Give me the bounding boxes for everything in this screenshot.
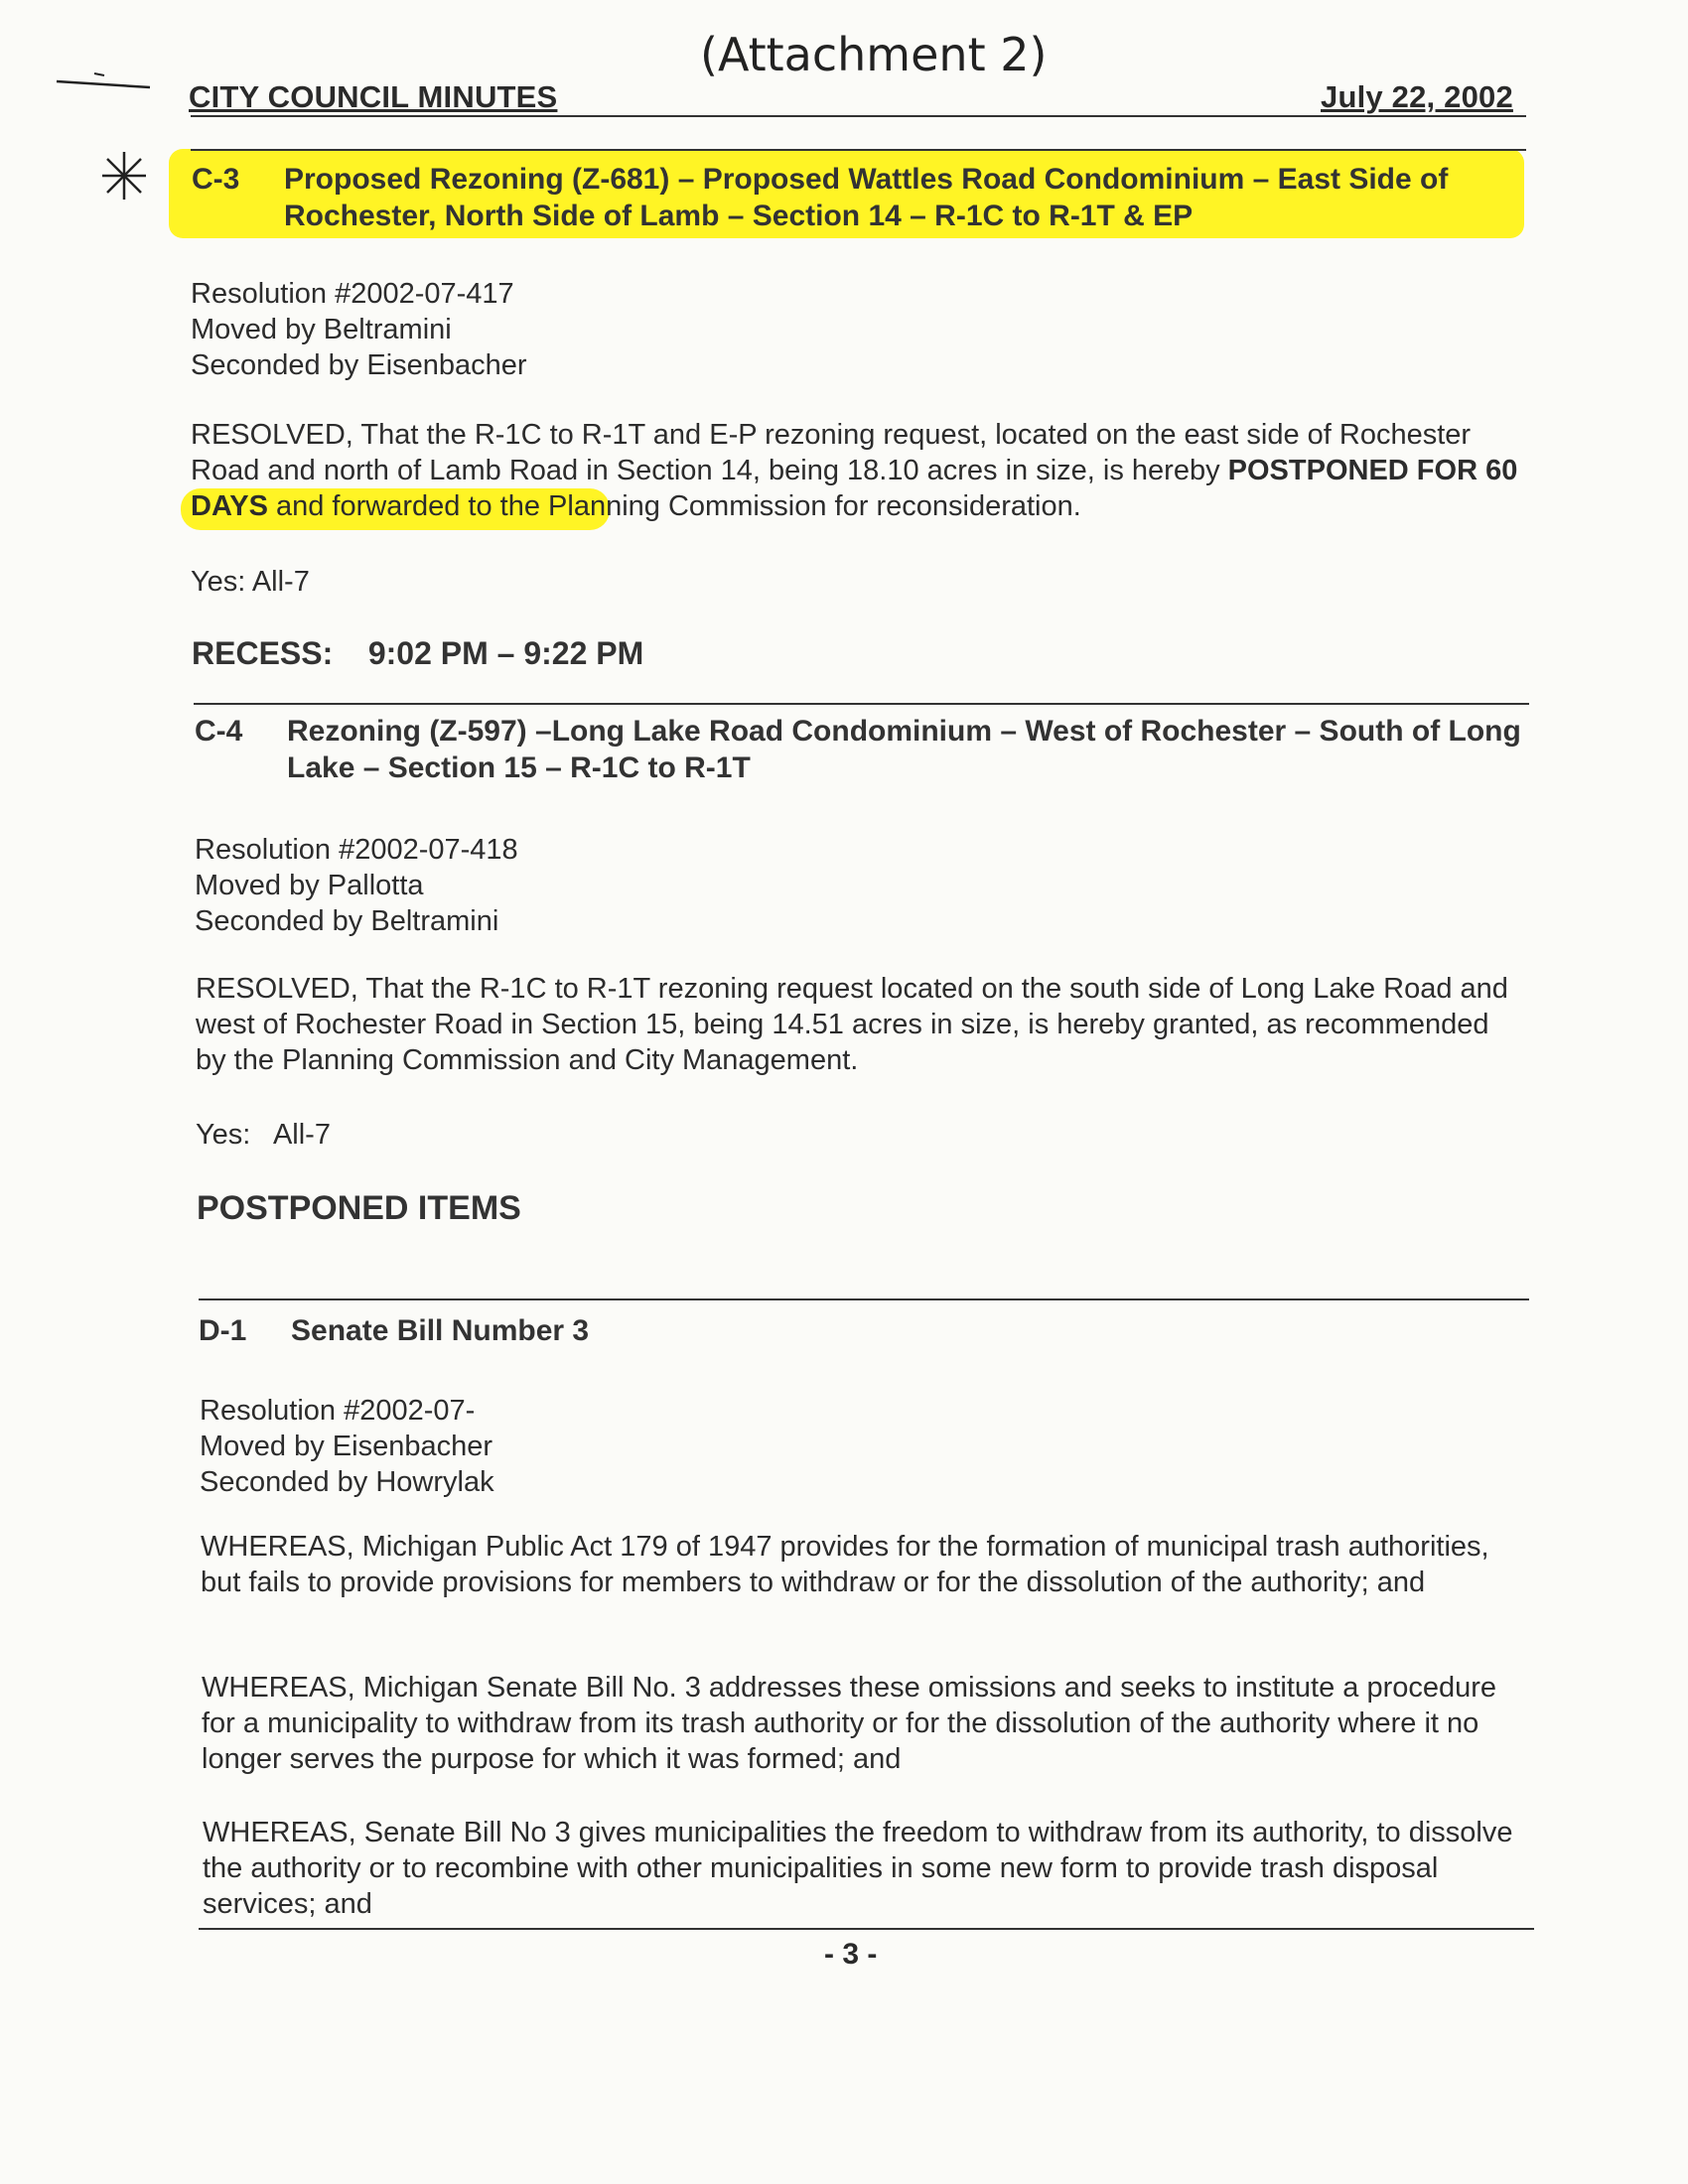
d1-seconded: Seconded by Howrylak [200,1466,494,1498]
c3-resolved [191,417,1521,524]
c3-title: Proposed Rezoning (Z-681) – Proposed Wattles Road Condominium – East Side of Rochester, North Side of Lamb – Section 14 – R-1C to R-1T & EP [284,163,1449,232]
attachment-label: (Attachment 2) [700,28,1048,81]
c3-vote: Yes: All-7 [191,566,310,598]
c3-heading [192,161,1552,240]
d1-heading [199,1312,1559,1352]
header-rule [191,115,1526,117]
c4-seconded: Seconded by Beltramini [195,905,499,937]
recess-line: RECESS: 9:02 PM – 9:22 PM [192,635,644,671]
pen-dash-mark-icon [55,66,154,95]
asterisk-mark-icon [97,149,151,203]
d1-whereas-3: WHEREAS, Senate Bill No 3 gives municipalities the freedom to withdraw from its authority, to dissolve the authority or to recombine with other municipalities in some new form to provide trash disposal services; and [203,1817,1513,1920]
d1-moved: Moved by Eisenbacher [200,1431,492,1462]
page-number: - 3 - [824,1938,878,1971]
c4-title: Rezoning (Z-597) –Long Lake Road Condominium – West of Rochester – South of Long Lake – Section 15 – R-1C to R-1T [287,715,1521,784]
header-date: July 22, 2002 [1321,79,1513,114]
c3-resolution: Resolution #2002-07-417 [191,278,514,310]
d1-title: Senate Bill Number 3 [291,1314,590,1347]
d1-resolution: Resolution #2002-07- [200,1395,476,1427]
c3-body-post: and forwarded to the Planning Commission for reconsideration. [267,490,1081,522]
c3-code: C-3 [192,163,240,196]
d1-whereas-2: WHEREAS, Michigan Senate Bill No. 3 addresses these omissions and seeks to institute a procedure for a municipality to withdraw from its trash authority or for the dissolution of the authority where it no longer serves the purpose for which it was formed; and [202,1672,1497,1775]
c4-resolution: Resolution #2002-07-418 [195,834,518,866]
section-rule [194,703,1529,705]
c3-motion [191,276,527,383]
c3-moved: Moved by Beltramini [191,314,452,345]
c4-heading [195,713,1555,792]
d1-whereas-1: WHEREAS, Michigan Public Act 179 of 1947 provides for the formation of municipal trash authorities, but fails to provide provisions for members to withdraw or for the dissolution of the authority; and [201,1531,1489,1598]
d1-motion [200,1393,494,1500]
c3-seconded: Seconded by Eisenbacher [191,349,527,381]
c4-vote: Yes: All-7 [196,1119,331,1151]
section-rule [199,1298,1529,1300]
c4-resolved: RESOLVED, That the R-1C to R-1T rezoning request located on the south side of Long Lake Road and west of Rochester Road in Section 15, being 14.51 acres in size, is hereby granted, as recommended by the Planning Commission and City Management. [196,973,1508,1076]
c4-code: C-4 [195,715,243,748]
d1-code: D-1 [199,1314,247,1347]
c4-motion [195,832,518,939]
c3-body-pre: RESOLVED, That the R-1C to R-1T and E-P rezoning request, located on the east side of Rochester Road and north of Lamb Road in Section 14, being 18.10 acres in size, is hereby [191,419,1472,486]
header-title: CITY COUNCIL MINUTES [189,79,558,114]
section-rule [191,149,1526,151]
footer-rule [199,1928,1534,1930]
c4-moved: Moved by Pallotta [195,870,424,901]
c3-body-bold: POSTPONED FOR 60 DAYS [191,455,1518,522]
postponed-heading: POSTPONED ITEMS [197,1189,521,1227]
